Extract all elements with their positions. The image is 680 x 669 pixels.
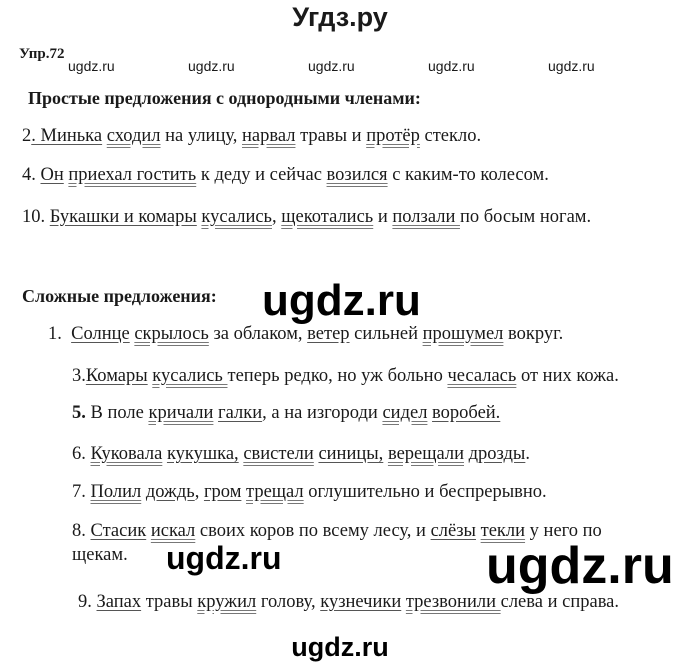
sentence-text: , а на изгороди [262,403,383,423]
sentence-text: стекло. [419,126,482,146]
sentence-text: , [272,207,282,227]
predicate-word: щекотались [281,207,374,227]
subject-word: ветер [307,324,350,344]
subject-word: воробей. [432,403,501,423]
subject-word: Солнце [71,324,130,344]
sentence [72,545,128,566]
sentence-text: травы и [295,126,367,146]
sentence-text: теперь редко, но уж больно [227,366,448,386]
section-heading-complex: Сложные предложения: [22,286,217,306]
sentence-text: травы [141,592,198,612]
subject-word: дрозды [468,444,526,464]
sentence-text: сильней [349,324,423,344]
predicate-word: трещал [246,482,304,502]
sentence [78,592,619,613]
sentence-text: от них кожа. [516,366,619,386]
predicate-word: протёр [366,126,420,146]
sentence-text: на улицу, [160,126,242,146]
sentence-text: у него по [525,521,602,541]
watermark: ugdz.ru [188,58,235,74]
predicate-word: искал [150,521,196,541]
subject-word: Он [40,165,64,185]
watermark: ugdz.ru [262,276,421,325]
predicate-word: Куковала [90,444,163,464]
sentence-text: вокруг. [503,324,564,344]
sentence-text: 1. [48,324,72,344]
sentence-text: своих коров по всему лесу, и [195,521,431,541]
watermark: ugdz.ru [428,58,475,74]
sentence-text: 8. [72,521,91,541]
sentence-text: 9. [78,592,97,612]
predicate-word: сидел [382,403,428,423]
sentence-text: 7. [72,482,91,502]
predicate-word: сходил [106,126,161,146]
sentence [72,444,530,465]
predicate-word: кружил [197,592,257,612]
predicate-word: приехал гостить [68,165,197,185]
sentence [72,482,547,503]
sentence-text: оглушительно и беспрерывно. [303,482,547,502]
predicate-word: текли [480,521,526,541]
subject-word: дождь [145,482,195,502]
sentence-text: 10. [22,207,50,227]
sentence-text: 6. [72,444,91,464]
subject-word: гром [203,482,242,502]
sentence [22,126,481,147]
subject-word: синицы, [318,444,384,464]
predicate-word: чесалась [447,366,517,386]
watermark: ugdz.ru [486,537,674,595]
section-heading-simple: Простые предложения с однородными членами: [28,88,421,108]
subject-word: Букашки и комары [49,207,197,227]
sentence-text: . [525,444,530,464]
sentence-text: слева и справа. [500,592,620,612]
sentence-text: и [373,207,393,227]
predicate-word: верещали [387,444,464,464]
subject-word: кузнечики [320,592,402,612]
watermark: ugdz.ru [68,58,115,74]
sentence-text: к деду и сейчас [196,165,327,185]
sentence-text: В поле [85,403,149,423]
predicate-word: свистели [243,444,314,464]
predicate-word: прошумел [422,324,504,344]
predicate-word: нарвал [242,126,296,146]
subject-word: Комары [85,366,148,386]
sentence-text: за облаком, [208,324,308,344]
subject-word: Запах [96,592,142,612]
sentence [72,366,619,387]
subject-word: кукушка, [166,444,239,464]
sentence [72,403,500,424]
sentence-text: 3. [72,366,86,386]
sentence [22,165,549,186]
subject-word: . Минька [31,126,103,146]
predicate-word: скрылось [134,324,209,344]
sentence-text: 4. [22,165,41,185]
sentence [22,207,591,228]
subject-word: галки [218,403,263,423]
sentence [48,324,563,345]
predicate-word: кусались [201,207,272,227]
sentence-text: голову, [256,592,321,612]
watermark: ugdz.ru [548,58,595,74]
sentence-text: 5. [72,403,86,423]
sentence-text: 2 [22,126,32,146]
sentence-text: , [194,482,204,502]
predicate-word: Полил [90,482,142,502]
predicate-word: кричали [148,403,214,423]
sentence-text: щекам. [72,545,128,565]
sentence-text: с каким-то колесом. [387,165,549,185]
predicate-word: возился [326,165,388,185]
subject-word: Стасик [90,521,147,541]
sentence-text: по босым ногам. [459,207,592,227]
watermark: ugdz.ru [308,58,355,74]
exercise-number: Упр.72 [19,46,65,62]
watermark: ugdz.ru [166,540,282,576]
site-title: Угдз.ру [292,2,388,32]
predicate-word: трезвонили [405,592,501,612]
predicate-word: ползали [392,207,460,227]
subject-word: слёзы [430,521,476,541]
watermark: ugdz.ru [291,632,389,662]
predicate-word: кусались [152,366,228,386]
